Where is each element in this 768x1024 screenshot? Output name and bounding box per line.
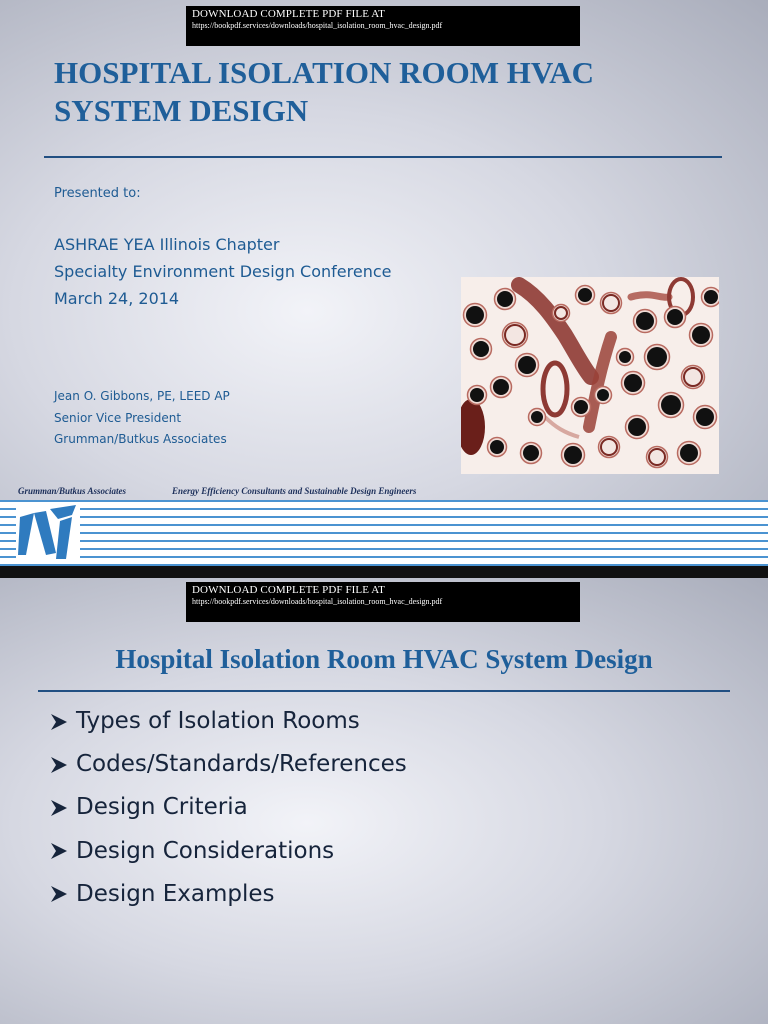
- footer-stripes: [0, 500, 768, 566]
- outline-slide: [0, 578, 768, 1024]
- download-banner[interactable]: [186, 582, 580, 622]
- list-item-label: Design Criteria: [76, 794, 248, 821]
- author-name: Jean O. Gibbons, PE, LEED AP: [54, 389, 230, 403]
- company-logo: [16, 503, 80, 563]
- arrow-bullet-icon: [48, 883, 70, 905]
- footer-company: Grumman/Butkus Associates: [18, 486, 126, 496]
- list-item-label: Codes/Standards/References: [76, 751, 407, 778]
- list-item: [48, 786, 407, 829]
- title-divider: [38, 690, 730, 692]
- download-banner-url[interactable]: https://bookpdf.services/downloads/hospital_isolation_room_hvac_design.pdf: [192, 597, 443, 606]
- topic-list: [48, 700, 407, 916]
- slide-title: HOSPITAL ISOLATION ROOM HVAC SYSTEM DESIGN: [54, 55, 595, 128]
- author-info: [54, 386, 230, 451]
- list-item-label: Design Examples: [76, 880, 275, 907]
- microscope-cells-image: [461, 277, 719, 474]
- list-item-label: Design Considerations: [76, 837, 335, 864]
- arrow-bullet-icon: [48, 754, 70, 776]
- download-banner-title: DOWNLOAD COMPLETE PDF FILE AT: [192, 8, 385, 20]
- conference-chapter: ASHRAE YEA Illinois Chapter: [54, 235, 280, 254]
- arrow-bullet-icon: [48, 840, 70, 862]
- list-item: [48, 873, 407, 916]
- slide-title: Hospital Isolation Room HVAC System Design: [115, 644, 653, 674]
- author-company: Grumman/Butkus Associates: [54, 432, 227, 446]
- author-role: Senior Vice President: [54, 410, 182, 425]
- download-banner-url[interactable]: https://bookpdf.services/downloads/hospital_isolation_room_hvac_design.pdf: [192, 21, 443, 30]
- arrow-bullet-icon: [48, 797, 70, 819]
- list-item-label: Types of Isolation Rooms: [76, 708, 360, 734]
- list-item: [48, 700, 407, 743]
- conference-info: [54, 231, 391, 312]
- arrow-bullet-icon: [48, 711, 70, 733]
- list-item: [48, 830, 407, 873]
- conference-name: Specialty Environment Design Conference: [54, 262, 392, 281]
- title-divider: [44, 156, 722, 158]
- presented-to-label: Presented to:: [54, 186, 141, 201]
- list-item: [48, 743, 407, 786]
- conference-date: March 24, 2014: [54, 289, 180, 308]
- footer-tagline: Energy Efficiency Consultants and Sustainable Design Engineers: [172, 486, 417, 496]
- download-banner-title: DOWNLOAD COMPLETE PDF FILE AT: [192, 584, 385, 596]
- download-banner[interactable]: [186, 6, 580, 46]
